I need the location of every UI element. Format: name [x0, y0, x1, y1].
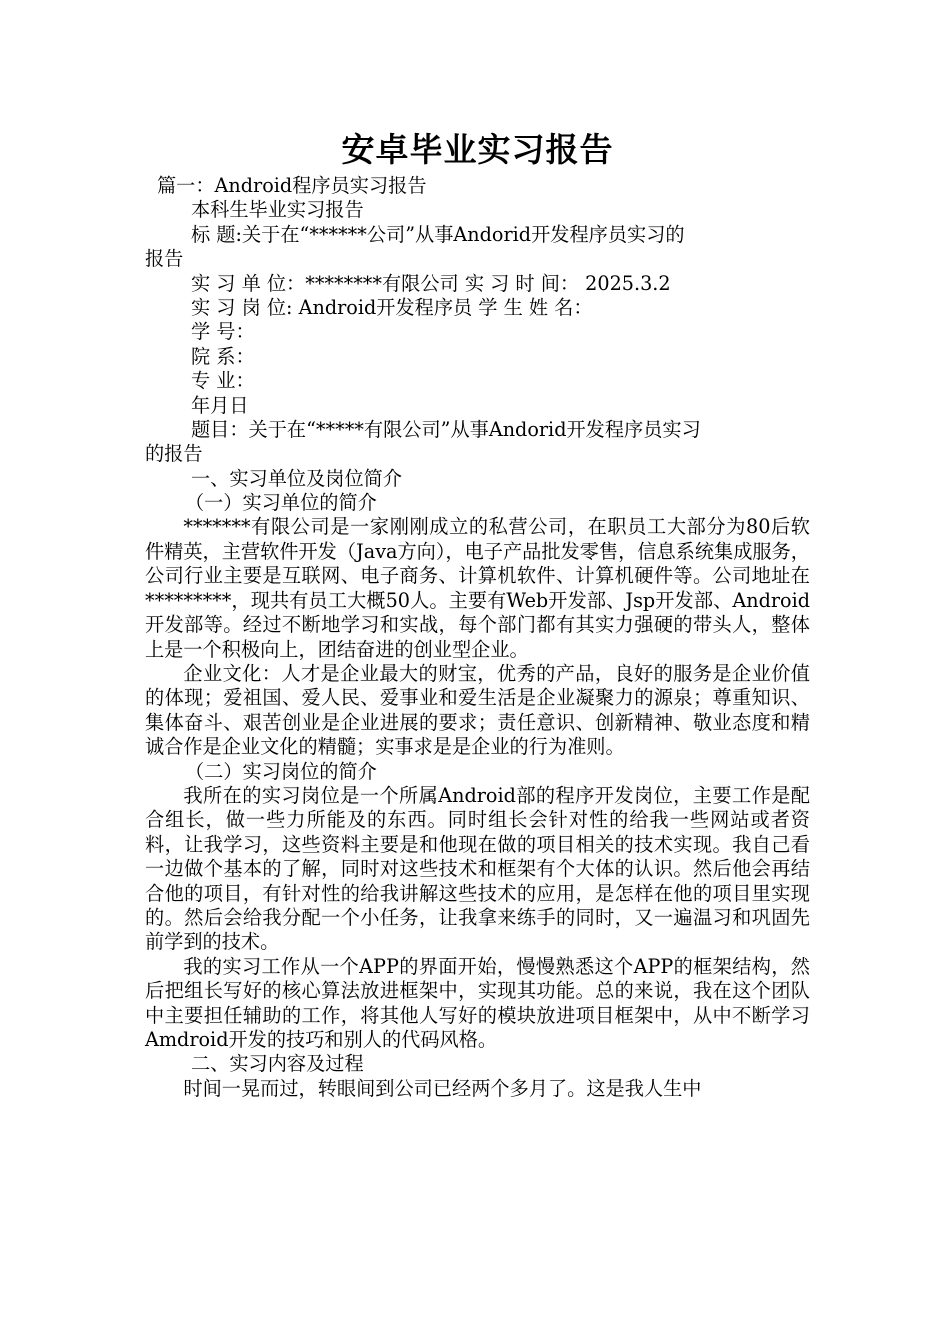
- topic-line-2: 的报告: [145, 442, 203, 466]
- section-1-sub-2-heading: （二）实习岗位的简介: [185, 759, 377, 783]
- report-title-line-2: 报告: [145, 247, 184, 271]
- section-1-sub-1-heading: （一）实习单位的简介: [185, 491, 377, 515]
- report-type: 本科生毕业实习报告: [191, 198, 364, 222]
- internship-unit-and-time: 实 习 单 位：********有限公司 实 习 时 间： 2025.3.2: [191, 271, 671, 295]
- post-intro-paragraph: 我所在的实习岗位是一个所属Android部的程序开发岗位，主要工作是配合组长，做一些力所能及的东西。同时组长会针对性的给我一些网站或者资料，让我学习，这些资料主要是和他现在做的项目相关的技术实现。我自己看一边做个基本的了解，同时对这些技术和框架有个大体的认识。然后他会再结合他的项目，有针对性的给我讲解这些技术的应用，是怎样在他的项目里实现的。然后会给我分配一个小任务，让我拿来练手的同时，又一遍温习和巩固先前学到的技术。: [145, 783, 810, 954]
- section-1-heading: 一、实习单位及岗位简介: [191, 466, 403, 490]
- major-field: 专 业：: [191, 369, 255, 393]
- internship-post-and-name: 实 习 岗 位: Android开发程序员 学 生 姓 名：: [191, 295, 593, 319]
- process-paragraph: 时间一晃而过，转眼间到公司已经两个多月了。这是我人生中: [183, 1076, 702, 1100]
- student-id-field: 学 号：: [191, 320, 255, 344]
- document-body: [145, 174, 810, 1101]
- topic-line-1: 题目：关于在“*****有限公司”从事Andorid开发程序员实习: [191, 417, 701, 441]
- section-2-heading: 二、实习内容及过程: [191, 1052, 364, 1076]
- report-title-line-1: 标 题:关于在“******公司”从事Andorid开发程序员实习的: [191, 222, 685, 246]
- company-culture-paragraph: 企业文化：人才是企业最大的财宝，优秀的产品，良好的服务是企业价值的体现；爱祖国、爱人民、爱事业和爱生活是企业凝聚力的源泉；尊重知识、集体奋斗、艰苦创业是企业进展的要求；责任意识、创新精神、敬业态度和精诚合作是企业文化的精髓；实事求是是企业的行为准则。: [145, 661, 810, 759]
- work-summary-paragraph: 我的实习工作从一个APP的界面开始，慢慢熟悉这个APP的框架结构，然后把组长写好的核心算法放进框架中，实现其功能。总的来说，我在这个团队中主要担任辅助的工作，将其他人写好的模块放进项目框架中，从中不断学习Amdroid开发的技巧和别人的代码风格。: [145, 954, 810, 1051]
- article-heading: 篇一：Android程序员实习报告: [157, 174, 427, 197]
- department-field: 院 系：: [191, 344, 255, 368]
- company-intro-paragraph: *******有限公司是一家刚刚成立的私营公司，在职员工大部分为80后软件精英，主营软件开发（Java方向），电子产品批发零售，信息系统集成服务，公司行业主要是互联网、电子商务、计算机软件、计算机硬件等。公司地址在*********，现共有员工大概50人。主要有Web开发部、Jsp开发部、Android开发部等。经过不断地学习和实战，每个部门都有其实力强硬的带头人，整体上是一个积极向上，团结奋进的创业型企业。: [145, 515, 810, 661]
- date-field: 年月日: [191, 393, 249, 417]
- document-title: 安卓毕业实习报告: [341, 130, 614, 169]
